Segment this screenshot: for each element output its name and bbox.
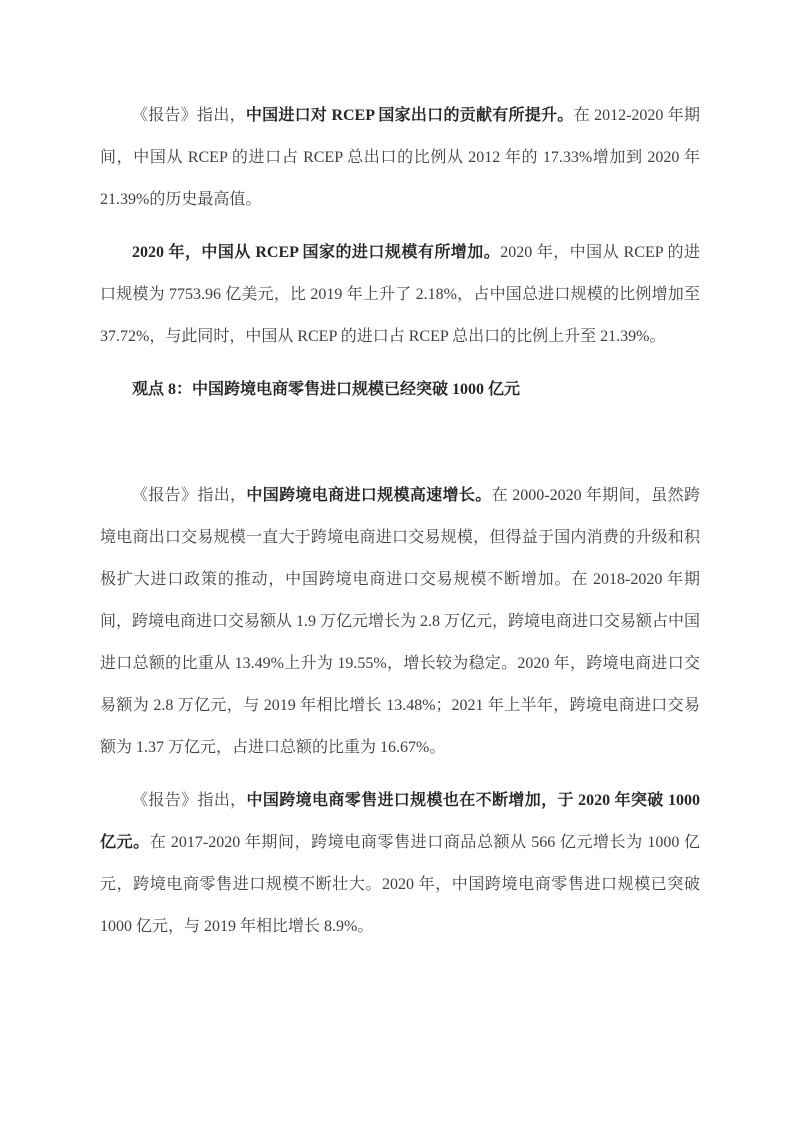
paragraph-cbec-import-growth (100, 475, 700, 769)
text-run: 《报告》指出， (132, 487, 247, 504)
text-run: 在 2000-2020 年期间，虽然跨境电商出口交易规模一直大于跨境电商进口交易规模，但得益于国内消费的升级和积极扩大进口政策的推动，中国跨境电商进口交易规模不断增加。在 2018-2020 年期间，跨境电商进口交易额从 1.9 万亿元增长为 2.8 万亿元，跨境电商进口交易额占中国进口总额的比重从 13.49%上升为 19.55%，增长较为稳定。2020 年，跨境电商进口交易额为 2.8 万亿元，与 2019 年相比增长 13.48%；2021 年上半年，跨境电商进口交易额为 1.37 万亿元，占进口总额的比重为 16.67%。 (100, 487, 701, 756)
paragraph-cbec-retail-import (100, 780, 700, 948)
paragraph-rcep-contribution (100, 95, 700, 221)
text-run: 《报告》指出， (132, 107, 246, 124)
section-heading-viewpoint-8: 观点 8：中国跨境电商零售进口规模已经突破 1000 亿元 (132, 381, 521, 398)
text-run-bold: 中国跨境电商进口规模高速增长。 (246, 487, 492, 504)
text-run: 《报告》指出， (132, 792, 247, 809)
text-run: 在 2012-2020 年期间，中国从 RCEP 的进口占 RCEP 总出口的比例从 2012 年的 17.33%增加到 2020 年 21.39%的历史最高值。 (100, 107, 700, 208)
document-content (100, 95, 700, 959)
text-run-bold: 中国跨境电商零售进口规模也在不断增加，于 2020 年突破 1000 亿元。 (100, 792, 700, 851)
text-run: 在 2017-2020 年期间，跨境电商零售进口商品总额从 566 亿元增长为 1000 亿元，跨境电商零售进口规模不断壮大。2020 年，中国跨境电商零售进口规模已突破 1000 亿元，与 2019 年相比增长 8.9%。 (100, 834, 700, 935)
paragraph-rcep-import-scale (100, 232, 700, 358)
text-run-bold: 2020 年，中国从 RCEP 国家的进口规模有所增加。 (132, 244, 501, 261)
text-run: 2020 年，中国从 RCEP 的进口规模为 7753.96 亿美元，比 2019 年上升了 2.18%，占中国总进口规模的比例增加至 37.72%，与此同时，中国从 RCEP 的进口占 RCEP 总出口的比例上升至 21.39%。 (100, 244, 700, 345)
text-run-bold: 中国进口对 RCEP 国家出口的贡献有所提升。 (245, 107, 574, 124)
